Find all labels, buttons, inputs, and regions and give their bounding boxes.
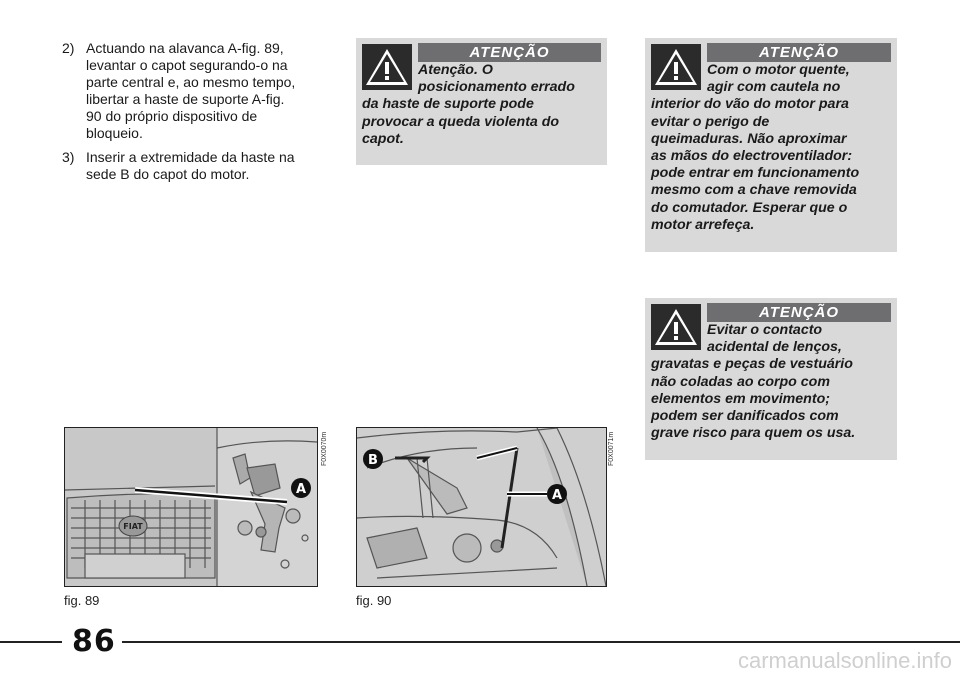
text-line: sede B do capot do motor. <box>86 166 250 182</box>
text-line: levantar o capot segurando-o na <box>86 57 288 73</box>
figure-label-a: A <box>551 488 563 503</box>
warning-box-3 <box>645 298 897 460</box>
text-line: mesmo com a chave removida <box>651 182 857 199</box>
text-line: posicionamento errado <box>418 79 575 96</box>
page-number: 86 <box>72 624 116 659</box>
step-2 <box>62 40 327 142</box>
step-number: 2) <box>62 40 75 56</box>
text-line: não coladas ao corpo com <box>651 373 830 390</box>
text-line: grave risco para quem os usa. <box>651 425 856 442</box>
step-number: 3) <box>62 149 75 165</box>
warning-box-2 <box>645 38 897 252</box>
figure-89-image <box>64 427 318 587</box>
text-line: motor arrefeça. <box>651 216 755 233</box>
text-line: do comutador. Esperar que o <box>651 199 848 216</box>
text-line: podem ser danificados com <box>651 408 839 425</box>
text-line: Inserir a extremidade da haste na <box>86 149 295 165</box>
figure-90-image <box>356 427 607 587</box>
text-line: parte central e, ao mesmo tempo, <box>86 74 296 90</box>
footer-rule <box>122 641 960 643</box>
figure-label-a: A <box>295 482 307 497</box>
text-line: capot. <box>362 130 404 147</box>
warning-triangle-icon <box>651 304 701 350</box>
text-line: elementos em movimento; <box>651 390 830 407</box>
warning-title: ATENÇÃO <box>707 303 891 322</box>
warning-title: ATENÇÃO <box>707 43 891 62</box>
step-3 <box>62 149 327 183</box>
text-line: 90 do próprio dispositivo de <box>86 108 258 124</box>
text-line: evitar o perigo de <box>651 113 770 130</box>
figure-caption: fig. 89 <box>64 593 100 608</box>
warning-triangle-icon <box>362 44 412 90</box>
footer-rule <box>0 641 62 643</box>
step-text <box>86 40 327 142</box>
warning-triangle-icon <box>651 44 701 90</box>
figure-code: F0X0070m <box>321 431 328 466</box>
text-line: gravatas e peças de vestuário <box>651 356 853 373</box>
text-line: libertar a haste de suporte A-fig. <box>86 91 285 107</box>
text-line: acidental de lenços, <box>707 339 842 356</box>
svg-text:FIAT: FIAT <box>123 522 143 531</box>
text-line: da haste de suporte pode <box>362 96 534 113</box>
text-line: interior do vão do motor para <box>651 96 849 113</box>
figure-label-b: B <box>368 453 378 468</box>
text-line: bloqueio. <box>86 125 143 141</box>
text-line: Atenção. O <box>418 62 493 78</box>
warning-title: ATENÇÃO <box>418 43 601 62</box>
text-line: agir com cautela no <box>707 79 841 96</box>
figure-code: F0X0071m <box>608 431 615 466</box>
watermark: carmanualsonline.info <box>737 648 952 673</box>
warning-box-1 <box>356 38 607 165</box>
text-line: Com o motor quente, <box>707 62 850 78</box>
step-text <box>86 149 327 183</box>
text-line: Evitar o contacto <box>707 322 823 338</box>
figure-caption: fig. 90 <box>356 593 392 608</box>
text-line: as mãos do electroventilador: <box>651 148 853 165</box>
text-line: pode entrar em funcionamento <box>651 165 860 182</box>
text-line: queimaduras. Não aproximar <box>651 130 847 147</box>
text-line: Actuando na alavanca A-fig. 89, <box>86 40 284 56</box>
text-line: provocar a queda violenta do <box>362 113 560 130</box>
instruction-column <box>62 40 327 190</box>
